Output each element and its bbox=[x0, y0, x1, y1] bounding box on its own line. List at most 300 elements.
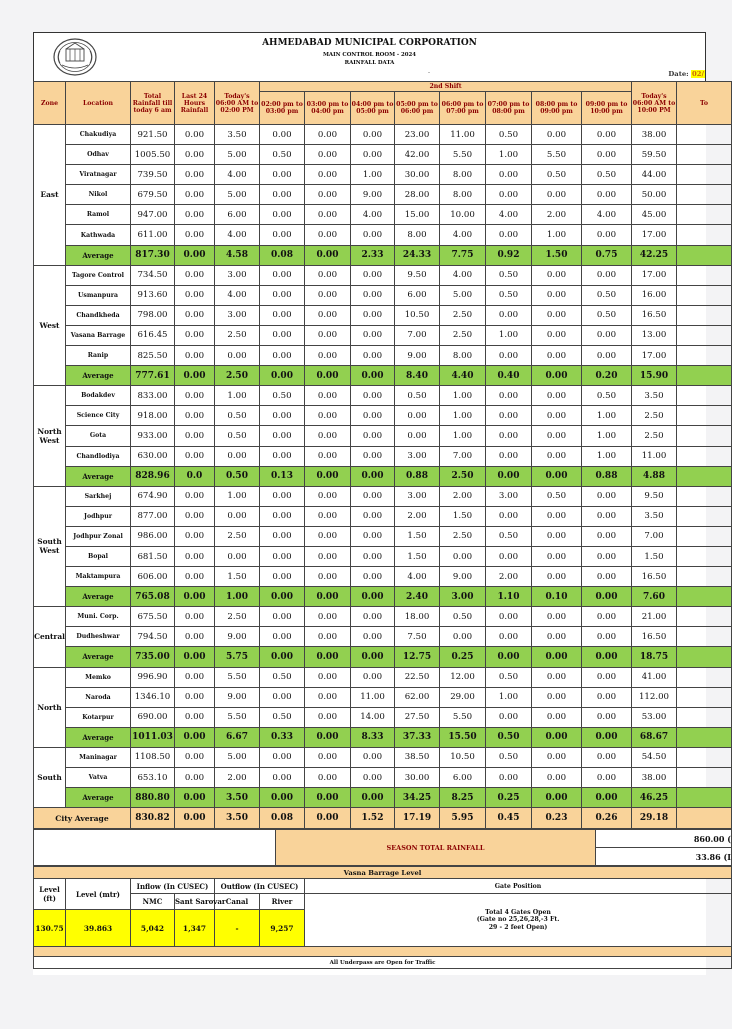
sant-sarovar-label: Sant Sarovar bbox=[175, 894, 215, 910]
rainfall-value: 0.00 bbox=[532, 546, 582, 566]
rainfall-value: 0.00 bbox=[582, 607, 632, 627]
rainfall-value: 0.00 bbox=[175, 305, 215, 325]
average-value: 34.25 bbox=[395, 788, 440, 808]
rainfall-value: 0.00 bbox=[305, 667, 351, 687]
table-row bbox=[34, 526, 732, 546]
average-value: 0.88 bbox=[395, 466, 440, 486]
table-row bbox=[34, 225, 732, 245]
rainfall-value: 0.00 bbox=[582, 667, 632, 687]
clipped-cell bbox=[677, 727, 732, 747]
rainfall-value: 0.00 bbox=[351, 265, 395, 285]
sant-sarovar-value: 1,347 bbox=[175, 910, 215, 947]
rainfall-value: 1.00 bbox=[440, 426, 486, 446]
location-name: Chandlodiya bbox=[66, 446, 131, 466]
rainfall-value: 0.50 bbox=[395, 386, 440, 406]
rainfall-value: 0.00 bbox=[305, 506, 351, 526]
average-value: 0.13 bbox=[260, 466, 305, 486]
rainfall-value: 50.00 bbox=[632, 185, 677, 205]
rainfall-value: 41.00 bbox=[632, 667, 677, 687]
rainfall-value: 798.00 bbox=[131, 305, 175, 325]
table-row bbox=[34, 346, 732, 366]
average-value: 0.00 bbox=[351, 466, 395, 486]
clipped-header: To bbox=[677, 82, 732, 125]
average-label: Average bbox=[66, 245, 131, 265]
rainfall-value: 1.50 bbox=[395, 546, 440, 566]
table-row bbox=[34, 305, 732, 325]
rainfall-value: 1.00 bbox=[215, 486, 260, 506]
rainfall-value: 3.00 bbox=[215, 265, 260, 285]
location-name: Maktampura bbox=[66, 567, 131, 587]
slot-header: 09:00 pm to 10:00 pm bbox=[582, 92, 632, 125]
rainfall-value: 0.00 bbox=[305, 185, 351, 205]
average-value: 0.00 bbox=[582, 647, 632, 667]
canal-label: Canal bbox=[215, 894, 260, 910]
rainfall-value: 2.50 bbox=[215, 526, 260, 546]
average-row bbox=[34, 788, 732, 808]
clipped-cell bbox=[677, 687, 732, 707]
rainfall-value: 0.00 bbox=[215, 546, 260, 566]
rainfall-value: 5.50 bbox=[215, 667, 260, 687]
average-value: 0.00 bbox=[175, 727, 215, 747]
average-value: 2.50 bbox=[215, 366, 260, 386]
rainfall-value: 0.00 bbox=[532, 386, 582, 406]
table-row bbox=[34, 768, 732, 788]
rainfall-value: 29.00 bbox=[440, 687, 486, 707]
rainfall-value: 59.50 bbox=[632, 145, 677, 165]
today-pm-header: Today's 06:00 AM to 10:00 PM bbox=[632, 82, 677, 125]
clipped-cell bbox=[677, 647, 732, 667]
rainfall-value: 0.00 bbox=[260, 165, 305, 185]
location-name: Usmanpura bbox=[66, 285, 131, 305]
rainfall-value: 0.00 bbox=[305, 205, 351, 225]
rainfall-value: 0.00 bbox=[175, 185, 215, 205]
average-value: 0.00 bbox=[305, 587, 351, 607]
rainfall-value: 2.50 bbox=[632, 426, 677, 446]
average-value: 24.33 bbox=[395, 245, 440, 265]
report-subtitle: MAIN CONTROL ROOM - 2024 bbox=[322, 52, 417, 58]
rainfall-value: 4.00 bbox=[351, 205, 395, 225]
average-value: 46.25 bbox=[632, 788, 677, 808]
rainfall-value: 11.00 bbox=[351, 687, 395, 707]
rainfall-value: 0.00 bbox=[351, 768, 395, 788]
rainfall-value: 0.00 bbox=[486, 446, 532, 466]
slot-header: 02:00 pm to 03:00 pm bbox=[260, 92, 305, 125]
clipped-cell bbox=[677, 466, 732, 486]
average-row bbox=[34, 727, 732, 747]
rainfall-value: 0.00 bbox=[175, 607, 215, 627]
city-average-value: 0.23 bbox=[532, 808, 582, 829]
rainfall-value: 0.00 bbox=[351, 526, 395, 546]
rainfall-value: 947.00 bbox=[131, 205, 175, 225]
rainfall-value: 0.00 bbox=[486, 346, 532, 366]
rainfall-value: 54.50 bbox=[632, 747, 677, 767]
rainfall-value: 0.00 bbox=[486, 506, 532, 526]
rainfall-value: 0.50 bbox=[260, 707, 305, 727]
rainfall-value: 1.00 bbox=[215, 386, 260, 406]
rainfall-value: 45.00 bbox=[632, 205, 677, 225]
rainfall-value: 0.00 bbox=[260, 526, 305, 546]
city-average-value: 0.00 bbox=[305, 808, 351, 829]
rainfall-value: 0.00 bbox=[532, 747, 582, 767]
rainfall-value: 0.00 bbox=[260, 265, 305, 285]
average-row bbox=[34, 647, 732, 667]
average-value: 42.25 bbox=[632, 245, 677, 265]
rainfall-value: 0.00 bbox=[175, 426, 215, 446]
rainfall-value: 22.50 bbox=[395, 667, 440, 687]
average-row bbox=[34, 245, 732, 265]
rainfall-value: 0.00 bbox=[175, 667, 215, 687]
average-value: 4.88 bbox=[632, 466, 677, 486]
average-value: 0.33 bbox=[260, 727, 305, 747]
rainfall-value: 0.50 bbox=[215, 406, 260, 426]
rainfall-value: 918.00 bbox=[131, 406, 175, 426]
header-mark: - bbox=[428, 69, 431, 76]
rainfall-value: 3.50 bbox=[632, 506, 677, 526]
rainfall-value: 0.00 bbox=[532, 406, 582, 426]
rainfall-value: 0.00 bbox=[532, 567, 582, 587]
rainfall-value: 0.00 bbox=[486, 406, 532, 426]
clipped-cell bbox=[677, 386, 732, 406]
table-row bbox=[34, 125, 732, 145]
rainfall-value: 0.00 bbox=[351, 607, 395, 627]
rainfall-value: 0.00 bbox=[215, 446, 260, 466]
rainfall-value: 10.00 bbox=[440, 205, 486, 225]
rainfall-value: 23.00 bbox=[395, 125, 440, 145]
average-value: 0.88 bbox=[582, 466, 632, 486]
rainfall-value: 0.00 bbox=[351, 225, 395, 245]
rainfall-value: 0.00 bbox=[260, 627, 305, 647]
rainfall-value: 12.00 bbox=[440, 667, 486, 687]
rainfall-value: 9.50 bbox=[632, 486, 677, 506]
vasna-title: Vasna Barrage Level bbox=[34, 867, 732, 879]
rainfall-value: 4.00 bbox=[486, 205, 532, 225]
table-row bbox=[34, 627, 732, 647]
table-row bbox=[34, 265, 732, 285]
total-rainfall-header: Total Rainfall till today 6 am bbox=[131, 82, 175, 125]
rainfall-value: 0.00 bbox=[582, 185, 632, 205]
rainfall-value: 1.00 bbox=[440, 406, 486, 426]
location-name: Dudheshwar bbox=[66, 627, 131, 647]
table-row bbox=[34, 426, 732, 446]
location-name: Kathwada bbox=[66, 225, 131, 245]
average-value: 0.00 bbox=[305, 727, 351, 747]
rainfall-value: 1.00 bbox=[582, 426, 632, 446]
average-value: 0.00 bbox=[305, 466, 351, 486]
average-value: 4.40 bbox=[440, 366, 486, 386]
rainfall-value: 44.00 bbox=[632, 165, 677, 185]
rainfall-value: 0.00 bbox=[260, 567, 305, 587]
average-value: 0.00 bbox=[175, 647, 215, 667]
average-value: 735.00 bbox=[131, 647, 175, 667]
city-average-value: 0.00 bbox=[175, 808, 215, 829]
report-subtitle-2: RAINFALL DATA bbox=[344, 60, 395, 66]
table-row bbox=[34, 285, 732, 305]
average-value: 0.00 bbox=[351, 788, 395, 808]
average-value: 1.00 bbox=[215, 587, 260, 607]
nmc-value: 5,042 bbox=[131, 910, 175, 947]
average-value: 0.00 bbox=[260, 366, 305, 386]
average-value: 8.40 bbox=[395, 366, 440, 386]
rainfall-table-body bbox=[34, 125, 732, 829]
rainfall-value: 16.00 bbox=[632, 285, 677, 305]
rainfall-value: 630.00 bbox=[131, 446, 175, 466]
rainfall-value: 1.00 bbox=[582, 446, 632, 466]
city-average-value: 0.26 bbox=[582, 808, 632, 829]
rainfall-value: 0.00 bbox=[532, 125, 582, 145]
location-name: Gota bbox=[66, 426, 131, 446]
rainfall-value: 0.00 bbox=[175, 225, 215, 245]
city-average-value: 3.50 bbox=[215, 808, 260, 829]
rainfall-value: 0.00 bbox=[486, 426, 532, 446]
rainfall-value: 9.50 bbox=[395, 265, 440, 285]
city-average-value: 17.19 bbox=[395, 808, 440, 829]
rainfall-value: 681.50 bbox=[131, 546, 175, 566]
rainfall-value: 3.00 bbox=[215, 305, 260, 325]
slot-header: 05:00 pm to 06:00 pm bbox=[395, 92, 440, 125]
average-value: 0.00 bbox=[305, 245, 351, 265]
rainfall-value: 2.00 bbox=[486, 567, 532, 587]
inflow-label: Inflow (In CUSEC) bbox=[131, 879, 215, 894]
average-value: 15.50 bbox=[440, 727, 486, 747]
rainfall-value: 5.00 bbox=[215, 747, 260, 767]
rainfall-value: 0.00 bbox=[582, 346, 632, 366]
rainfall-value: 1.00 bbox=[486, 145, 532, 165]
clipped-cell bbox=[677, 768, 732, 788]
rainfall-value: 0.00 bbox=[532, 687, 582, 707]
rainfall-value: 0.00 bbox=[351, 546, 395, 566]
rainfall-value: 0.00 bbox=[351, 446, 395, 466]
season-total-label: SEASON TOTAL RAINFALL bbox=[276, 830, 596, 866]
rainfall-value: 0.00 bbox=[260, 125, 305, 145]
rainfall-value: 112.00 bbox=[632, 687, 677, 707]
average-value: 3.50 bbox=[215, 788, 260, 808]
rainfall-value: 0.00 bbox=[260, 205, 305, 225]
average-value: 0.00 bbox=[532, 466, 582, 486]
table-row bbox=[34, 546, 732, 566]
rainfall-value: 0.00 bbox=[175, 325, 215, 345]
rainfall-value: 0.00 bbox=[532, 346, 582, 366]
rainfall-value: 3.00 bbox=[395, 486, 440, 506]
clipped-cell bbox=[677, 426, 732, 446]
location-name: Ramol bbox=[66, 205, 131, 225]
rainfall-value: 16.50 bbox=[632, 627, 677, 647]
rainfall-value: 7.50 bbox=[395, 627, 440, 647]
average-value: 0.00 bbox=[582, 587, 632, 607]
average-value: 2.50 bbox=[440, 466, 486, 486]
location-name: Tagore Control bbox=[66, 265, 131, 285]
average-value: 0.50 bbox=[486, 727, 532, 747]
average-value: 3.00 bbox=[440, 587, 486, 607]
rainfall-value: 0.00 bbox=[395, 426, 440, 446]
rainfall-value: 0.00 bbox=[486, 607, 532, 627]
rainfall-value: 13.00 bbox=[632, 325, 677, 345]
rainfall-value: 0.50 bbox=[215, 426, 260, 446]
location-name: Bodakdev bbox=[66, 386, 131, 406]
gate-line: Total 4 Gates Open bbox=[485, 908, 551, 916]
rainfall-value: 0.00 bbox=[532, 265, 582, 285]
location-name: Bopal bbox=[66, 546, 131, 566]
zone-name: Central bbox=[34, 607, 66, 667]
average-value: 0.00 bbox=[260, 647, 305, 667]
rainfall-value: 0.00 bbox=[532, 627, 582, 647]
clipped-cell bbox=[677, 145, 732, 165]
rainfall-value: 0.00 bbox=[175, 747, 215, 767]
rainfall-value: 0.00 bbox=[351, 667, 395, 687]
gate-position-label: Gate Position bbox=[305, 879, 732, 894]
rainfall-value: 794.50 bbox=[131, 627, 175, 647]
rainfall-value: 10.50 bbox=[395, 305, 440, 325]
rainfall-value: 53.00 bbox=[632, 707, 677, 727]
rainfall-value: 0.00 bbox=[260, 225, 305, 245]
rainfall-value: 0.50 bbox=[582, 305, 632, 325]
rainfall-value: 0.00 bbox=[532, 526, 582, 546]
location-name: Chakudiya bbox=[66, 125, 131, 145]
level-mtr-label: Level (mtr) bbox=[66, 879, 131, 910]
rainfall-value: 0.00 bbox=[305, 687, 351, 707]
rainfall-value: 0.00 bbox=[582, 325, 632, 345]
clipped-cell bbox=[677, 546, 732, 566]
rainfall-value: 1.00 bbox=[486, 687, 532, 707]
location-name: Ranip bbox=[66, 346, 131, 366]
rainfall-value: 0.00 bbox=[532, 768, 582, 788]
average-value: 0.00 bbox=[582, 788, 632, 808]
location-name: Vatva bbox=[66, 768, 131, 788]
rainfall-value: 16.50 bbox=[632, 567, 677, 587]
rainfall-table bbox=[33, 81, 732, 829]
location-name: Sarkhej bbox=[66, 486, 131, 506]
rainfall-value: 0.00 bbox=[305, 486, 351, 506]
season-total-table bbox=[33, 829, 732, 866]
rainfall-value: 0.00 bbox=[175, 406, 215, 426]
rainfall-value: 1.00 bbox=[532, 225, 582, 245]
rainfall-value: 4.00 bbox=[215, 285, 260, 305]
clipped-cell bbox=[677, 707, 732, 727]
rainfall-value: 2.00 bbox=[215, 768, 260, 788]
average-value: 0.25 bbox=[486, 788, 532, 808]
rainfall-value: 0.00 bbox=[260, 747, 305, 767]
average-row bbox=[34, 587, 732, 607]
average-label: Average bbox=[66, 727, 131, 747]
rainfall-value: 0.00 bbox=[486, 305, 532, 325]
rainfall-value: 0.00 bbox=[260, 506, 305, 526]
slot-header: 03:00 pm to 04:00 pm bbox=[305, 92, 351, 125]
canal-value: - bbox=[215, 910, 260, 947]
location-name: Muni. Corp. bbox=[66, 607, 131, 627]
location-name: Kotarpur bbox=[66, 707, 131, 727]
clipped-cell bbox=[677, 486, 732, 506]
average-value: 0.00 bbox=[175, 245, 215, 265]
rainfall-value: 0.00 bbox=[175, 707, 215, 727]
rainfall-value: 0.00 bbox=[175, 567, 215, 587]
rainfall-value: 0.00 bbox=[351, 285, 395, 305]
season-total-inch: 33.86 (I bbox=[596, 848, 732, 866]
rainfall-value: 0.00 bbox=[305, 567, 351, 587]
location-name: Viratnagar bbox=[66, 165, 131, 185]
rainfall-value: 5.50 bbox=[440, 707, 486, 727]
rainfall-value: 0.00 bbox=[305, 426, 351, 446]
rainfall-value: 0.00 bbox=[215, 506, 260, 526]
average-value: 0.25 bbox=[440, 647, 486, 667]
rainfall-value: 739.50 bbox=[131, 165, 175, 185]
rainfall-value: 0.00 bbox=[486, 768, 532, 788]
rainfall-value: 0.00 bbox=[305, 627, 351, 647]
average-value: 0.00 bbox=[175, 788, 215, 808]
average-value: 0.00 bbox=[260, 587, 305, 607]
clipped-cell bbox=[677, 125, 732, 145]
rainfall-value: 0.00 bbox=[486, 627, 532, 647]
clipped-cell bbox=[677, 506, 732, 526]
zone-name: North bbox=[34, 667, 66, 747]
gate-line: 29 - 2 feet Open) bbox=[488, 923, 548, 931]
rainfall-value: 877.00 bbox=[131, 506, 175, 526]
clipped-cell bbox=[677, 627, 732, 647]
location-name: Odhav bbox=[66, 145, 131, 165]
rainfall-value: 0.00 bbox=[175, 265, 215, 285]
table-row bbox=[34, 165, 732, 185]
zone-name: West bbox=[34, 265, 66, 386]
rainfall-value: 0.00 bbox=[351, 305, 395, 325]
rainfall-value: 0.00 bbox=[175, 486, 215, 506]
clipped-cell bbox=[677, 346, 732, 366]
average-row bbox=[34, 366, 732, 386]
rainfall-value: 8.00 bbox=[440, 165, 486, 185]
rainfall-value: 0.00 bbox=[260, 768, 305, 788]
rainfall-value: 0.50 bbox=[486, 285, 532, 305]
average-label: Average bbox=[66, 647, 131, 667]
rainfall-value: 0.00 bbox=[532, 426, 582, 446]
river-value: 9,257 bbox=[260, 910, 305, 947]
clipped-cell bbox=[677, 446, 732, 466]
rainfall-value: 0.00 bbox=[305, 125, 351, 145]
rainfall-value: 5.50 bbox=[215, 707, 260, 727]
average-value: 8.33 bbox=[351, 727, 395, 747]
rainfall-value: 62.00 bbox=[395, 687, 440, 707]
rainfall-value: 0.50 bbox=[260, 667, 305, 687]
table-row bbox=[34, 145, 732, 165]
rainfall-value: 0.00 bbox=[486, 185, 532, 205]
rainfall-value: 0.00 bbox=[260, 285, 305, 305]
average-value: 828.96 bbox=[131, 466, 175, 486]
rainfall-value: 16.50 bbox=[632, 305, 677, 325]
vasna-barrage-table bbox=[33, 866, 732, 969]
rainfall-value: 0.00 bbox=[305, 325, 351, 345]
rainfall-value: 8.00 bbox=[440, 346, 486, 366]
location-name: Vasana Barrage bbox=[66, 325, 131, 345]
average-value: 37.33 bbox=[395, 727, 440, 747]
average-value: 0.00 bbox=[351, 647, 395, 667]
clipped-cell bbox=[677, 165, 732, 185]
rainfall-value: 611.00 bbox=[131, 225, 175, 245]
rainfall-value: 0.00 bbox=[582, 125, 632, 145]
rainfall-value: 1.50 bbox=[215, 567, 260, 587]
rainfall-value: 734.50 bbox=[131, 265, 175, 285]
average-value: 0.75 bbox=[582, 245, 632, 265]
average-value: 7.75 bbox=[440, 245, 486, 265]
season-total-mm: 860.00 ( bbox=[596, 830, 732, 848]
average-value: 0.00 bbox=[486, 466, 532, 486]
rainfall-value: 825.50 bbox=[131, 346, 175, 366]
clipped-cell bbox=[677, 325, 732, 345]
average-value: 6.67 bbox=[215, 727, 260, 747]
clipped-cell bbox=[677, 225, 732, 245]
rainfall-value: 0.50 bbox=[582, 165, 632, 185]
report-date bbox=[668, 70, 705, 78]
rainfall-value: 606.00 bbox=[131, 567, 175, 587]
city-average-value: 29.18 bbox=[632, 808, 677, 829]
rainfall-value: 0.00 bbox=[582, 145, 632, 165]
rainfall-value: 1.00 bbox=[351, 165, 395, 185]
rainfall-value: 18.00 bbox=[395, 607, 440, 627]
